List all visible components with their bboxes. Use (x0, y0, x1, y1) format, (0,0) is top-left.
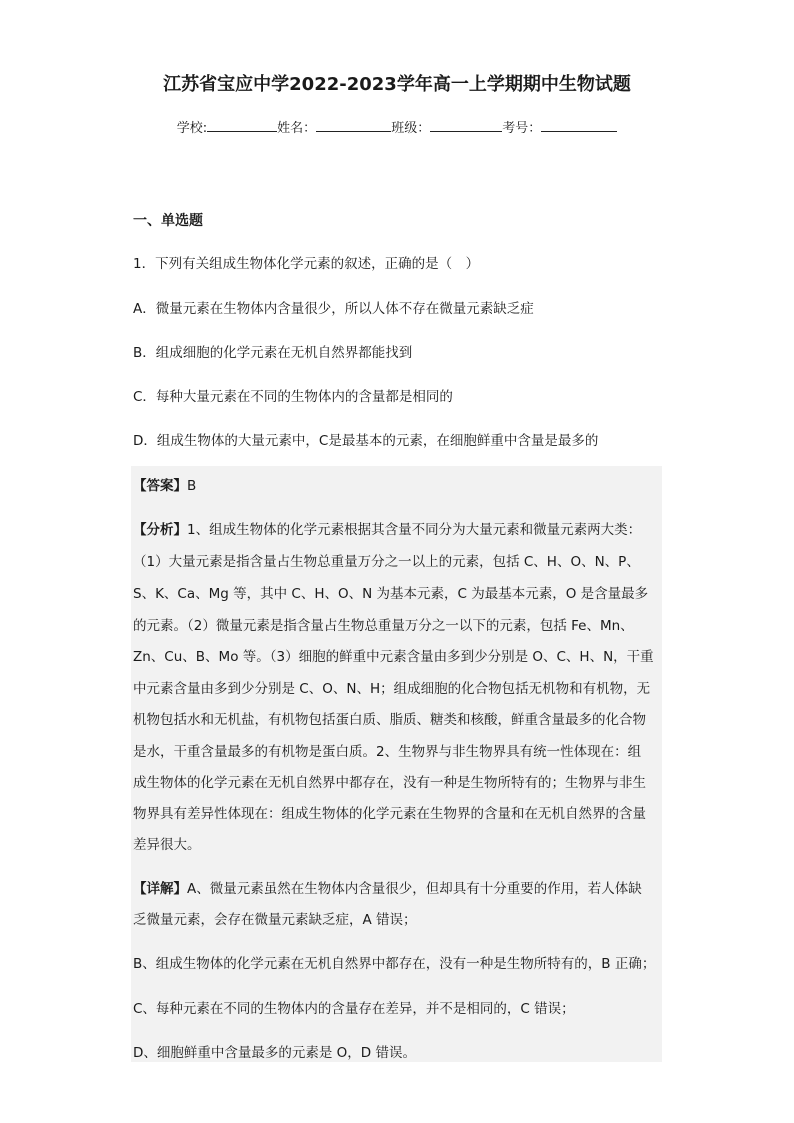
name-label: 姓名： (277, 121, 317, 136)
analysis-line: 机物包括水和无机盐，有机物包括蛋白质、脂质、糖类和核酸，鲜重含量最多的化合物 (133, 712, 646, 728)
exam-no-blank[interactable] (541, 119, 617, 132)
answer-value: B (187, 478, 197, 494)
student-info-line (0, 117, 794, 136)
analysis-line: （1）大量元素是指含量占生物总重量万分之一以上的元素，包括 C、H、O、N、P、 (133, 554, 640, 570)
detail-line: C、每种元素在不同的生物体内的含量存在差异，并不是相同的，C 错误； (133, 1001, 575, 1017)
option-a: A．微量元素在生物体内含量很少，所以人体不存在微量元素缺乏症 (133, 301, 534, 317)
class-blank[interactable] (430, 119, 502, 132)
detail-line: B、组成生物体的化学元素在无机自然界中都存在，没有一种是生物所特有的，B 正确； (133, 956, 656, 972)
section-heading: 一、单选题 (133, 213, 203, 229)
detail-text: A、微量元素虽然在生物体内含量很少，但却具有十分重要的作用，若人体缺 (187, 881, 642, 897)
page-title: 江苏省宝应中学2022-2023学年高一上学期期中生物试题 (163, 74, 631, 95)
analysis-first-line (133, 518, 641, 538)
option-b: B．组成细胞的化学元素在无机自然界都能找到 (133, 345, 413, 361)
analysis-line: 是水，干重含量最多的有机物是蛋白质。2、生物界与非生物界具有统一性体现在：组 (133, 744, 642, 760)
class-label: 班级： (391, 121, 431, 136)
analysis-tag: 【分析】 (133, 522, 187, 538)
answer-tag: 【答案】 (133, 478, 187, 494)
detail-tag: 【详解】 (133, 881, 187, 897)
detail-line: 乏微量元素，会存在微量元素缺乏症，A 错误； (133, 912, 417, 928)
detail-first-line (133, 877, 642, 897)
exam-no-label: 考号： (502, 121, 542, 136)
analysis-line: 中元素含量由多到少分别是 C、O、N、H；组成细胞的化合物包括无机物和有机物，无 (133, 681, 651, 697)
analysis-text: 1、组成生物体的化学元素根据其含量不同分为大量元素和微量元素两大类： (187, 522, 642, 538)
question-stem: 1．下列有关组成生物体化学元素的叙述，正确的是（ ） (133, 256, 480, 272)
school-label: 学校: (176, 121, 208, 136)
name-blank[interactable] (316, 119, 391, 132)
analysis-line: 的元素。（2）微量元素是指含量占生物总重量万分之一以下的元素，包括 Fe、Mn、 (133, 618, 634, 634)
answer-line (133, 474, 196, 494)
analysis-line: Zn、Cu、B、Mo 等。（3）细胞的鲜重中元素含量由多到少分别是 O、C、H、N，干重 (133, 649, 654, 665)
analysis-line: 成生物体的化学元素在无机自然界中都存在，没有一种是生物所特有的；生物界与非生 (133, 775, 646, 791)
detail-line: D、细胞鲜重中含量最多的元素是 O，D 错误。 (133, 1045, 416, 1061)
analysis-line: 物界具有差异性体现在：组成生物体的化学元素在生物界的含量和在无机自然界的含量 (133, 806, 646, 822)
option-d: D．组成生物体的大量元素中，C是最基本的元素，在细胞鲜重中含量是最多的 (133, 433, 599, 449)
analysis-line: 差异很大。 (133, 837, 201, 853)
option-c: C．每种大量元素在不同的生物体内的含量都是相同的 (133, 389, 453, 405)
school-blank[interactable] (207, 119, 277, 132)
analysis-line: S、K、Ca、Mg 等，其中 C、H、O、N 为基本元素，C 为最基本元素，O 是含量最多 (133, 586, 649, 602)
